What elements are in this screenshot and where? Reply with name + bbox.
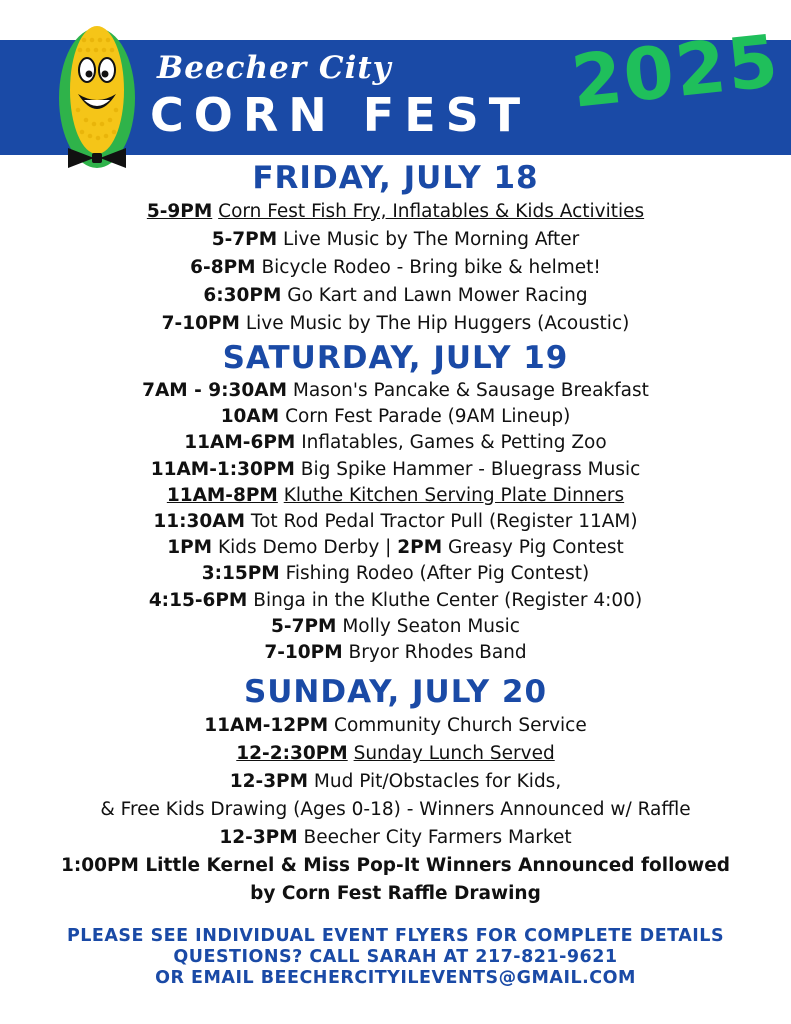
friday-event-0: 5-9PM Corn Fest Fish Fry, Inflatables & Kids Activities [146, 201, 645, 222]
sunday-event-4: 12-3PM Beecher City Farmers Market [219, 827, 572, 849]
footer-line-email: OR EMAIL BEECHERCITYILEVENTS@GMAIL.COM [155, 968, 636, 988]
friday-event-2: 6-8PM Bicycle Rodeo - Bring bike & helmet! [190, 257, 601, 278]
saturday-event-7: 3:15PM Fishing Rodeo (After Pig Contest) [201, 563, 590, 585]
corn-mascot-icon [56, 20, 138, 170]
brand-title: CORN FEST [150, 88, 531, 142]
saturday-heading: SATURDAY, JULY 19 [222, 340, 569, 376]
saturday-event-0: 7AM - 9:30AM Mason's Pancake & Sausage Breakfast [142, 380, 649, 401]
footer-line-details: PLEASE SEE INDIVIDUAL EVENT FLYERS FOR COMPLETE DETAILS [66, 926, 725, 946]
sunday-event-6: by Corn Fest Raffle Drawing [250, 883, 541, 905]
sunday-heading: SUNDAY, JULY 20 [243, 674, 548, 711]
saturday-event-4: 11AM-8PM Kluthe Kitchen Serving Plate Dinners [166, 484, 625, 506]
sunday-event-2: 12-3PM Mud Pit/Obstacles for Kids, [229, 771, 562, 793]
saturday-event-5: 11:30AM Tot Rod Pedal Tractor Pull (Register 11AM) [153, 511, 638, 533]
saturday-event-8: 4:15-6PM Binga in the Kluthe Center (Register 4:00) [148, 589, 643, 611]
saturday-event-2: 11AM-6PM Inflatables, Games & Petting Zoo [184, 432, 607, 454]
sunday-event-3: & Free Kids Drawing (Ages 0-18) - Winners Announced w/ Raffle [100, 799, 691, 821]
sunday-event-0: 11AM-12PM Community Church Service [204, 715, 587, 737]
footer-notice [0, 926, 791, 989]
friday-heading: FRIDAY, JULY 18 [252, 160, 539, 196]
footer-line-phone: QUESTIONS? CALL SARAH AT 217-821-9621 [173, 947, 618, 967]
saturday-event-10: 7-10PM Bryor Rhodes Band [264, 642, 527, 664]
brand-year: 2025 [567, 18, 784, 124]
brand-subtitle: Beecher City [157, 50, 392, 86]
saturday-event-1: 10AM Corn Fest Parade (9AM Lineup) [220, 406, 571, 428]
sunday-event-1: 12-2:30PM Sunday Lunch Served [236, 743, 555, 765]
friday-event-4: 7-10PM Live Music by The Hip Huggers (Acoustic) [161, 313, 630, 334]
schedule [0, 158, 791, 908]
friday-event-1: 5-7PM Live Music by The Morning After [211, 229, 580, 250]
friday-event-3: 6:30PM Go Kart and Lawn Mower Racing [203, 285, 588, 306]
saturday-event-3: 11AM-1:30PM Big Spike Hammer - Bluegrass Music [150, 458, 641, 480]
sunday-event-5: 1:00PM Little Kernel & Miss Pop-It Winners Announced followed [60, 855, 731, 877]
saturday-event-6: 1PM Kids Demo Derby | 2PM Greasy Pig Contest [167, 537, 624, 559]
saturday-event-9: 5-7PM Molly Seaton Music [271, 615, 520, 637]
